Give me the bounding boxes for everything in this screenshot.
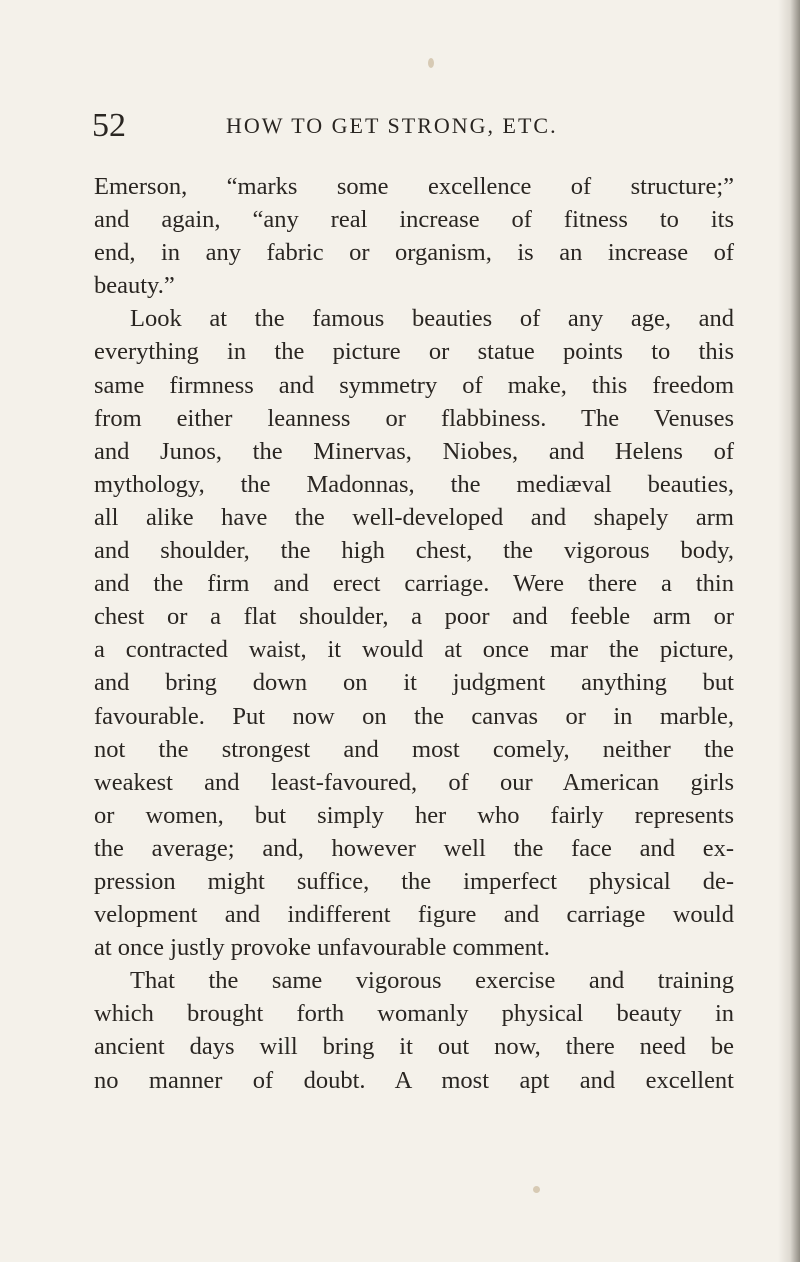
text-line: Emerson, “marks some excellence of structure;” (94, 173, 734, 200)
page-edge-shadow (778, 0, 800, 1262)
text-line: a contracted waist, it would at once mar the picture, (94, 636, 734, 664)
text-line: velopment and indifferent figure and carriage would (94, 901, 734, 929)
text-line: ancient days will bring it out now, there need be (94, 1033, 734, 1061)
text-line: chest or a flat shoulder, a poor and feeble arm or (94, 603, 734, 631)
text-line: which brought forth womanly physical beauty in (94, 1000, 734, 1028)
body-text (94, 170, 734, 1097)
text-line: all alike have the well-developed and shapely arm (94, 503, 734, 531)
text-line: everything in the picture or statue points to this (94, 338, 734, 366)
text-line: Look at the famous beauties of any age, and (130, 305, 734, 333)
running-title: HOW TO GET STRONG, ETC. (226, 113, 558, 138)
text-line: at once justly provoke unfavourable comment. (94, 934, 550, 962)
text-line: and shoulder, the high chest, the vigorous body, (94, 537, 734, 565)
text-line: favourable. Put now on the canvas or in marble, (94, 702, 734, 730)
text-line: That the same vigorous exercise and training (130, 967, 734, 995)
text-line: or women, but simply her who fairly represents (94, 801, 734, 829)
ink-spot (428, 58, 434, 68)
text-line: from either leanness or flabbiness. The Venuses (94, 404, 734, 432)
text-line: and the firm and erect carriage. Were there a thin (94, 570, 734, 598)
text-line: end, in any fabric or organism, is an increase of (94, 239, 734, 267)
page-header (92, 104, 712, 148)
text-line: and Junos, the Minervas, Niobes, and Helens of (94, 437, 734, 465)
text-line: and bring down on it judgment anything but (94, 669, 734, 697)
text-line: not the strongest and most comely, neither the (94, 735, 734, 763)
text-line: beauty.” (94, 272, 175, 300)
text-line: no manner of doubt. A most apt and excellent (94, 1066, 734, 1094)
text-line: and again, “any real increase of fitness to its (94, 206, 734, 234)
ink-spot (533, 1186, 540, 1193)
text-line: pression might suffice, the imperfect physical de- (94, 867, 734, 895)
text-line: weakest and least-favoured, of our American girls (94, 768, 734, 796)
text-line: the average; and, however well the face and ex- (94, 834, 734, 862)
text-line: same firmness and symmetry of make, this freedom (94, 371, 734, 399)
page-number: 52 (92, 107, 126, 144)
text-line: mythology, the Madonnas, the mediæval beauties, (94, 470, 734, 498)
